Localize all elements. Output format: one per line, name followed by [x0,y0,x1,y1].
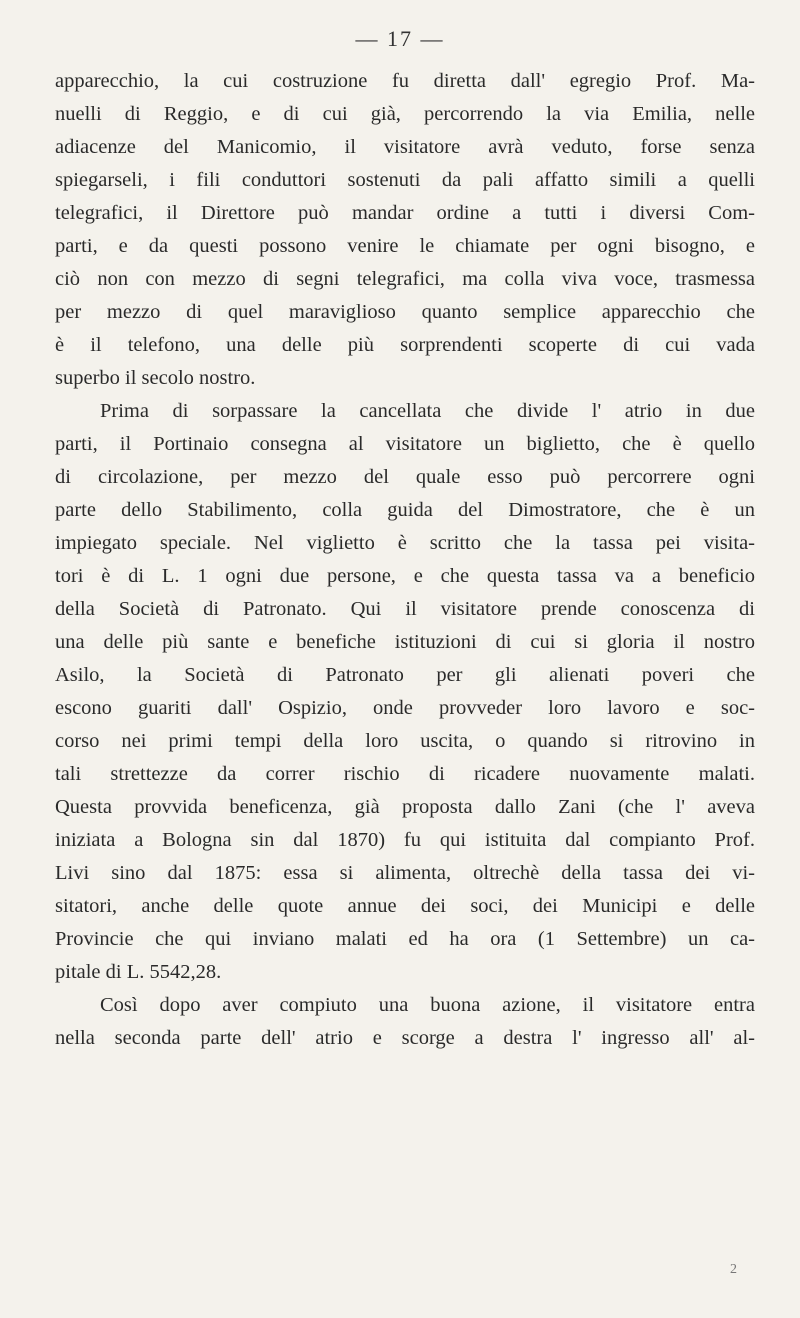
text-line: di circolazione, per mezzo del quale esso può percorrere ogni [55,466,755,488]
text-line: spiegarseli, i fili conduttori sostenuti da pali affatto simili a quelli [55,169,755,191]
text-line: Asilo, la Società di Patronato per gli alienati poveri che [55,664,755,686]
body-text [55,65,755,1055]
text-line: corso nei primi tempi della loro uscita, o quando si ritrovino in [55,730,755,752]
text-line: parte dello Stabilimento, colla guida del Dimostratore, che è un [55,499,755,521]
text-line: Provincie che qui inviano malati ed ha ora (1 Settembre) un ca- [55,928,755,950]
text-line: pitale di L. 5542,28. [55,961,222,983]
text-line: nuelli di Reggio, e di cui già, percorrendo la via Emilia, nelle [55,103,755,125]
text-line: escono guariti dall' Ospizio, onde provveder loro lavoro e soc- [55,697,755,719]
text-line: Livi sino dal 1875: essa si alimenta, oltrechè della tassa dei vi- [55,862,755,884]
text-line: impiegato speciale. Nel viglietto è scritto che la tassa pei visita- [55,532,755,554]
text-line: iniziata a Bologna sin dal 1870) fu qui istituita dal compianto Prof. [55,829,755,851]
paragraph-start-line: Prima di sorpassare la cancellata che divide l' atrio in due [100,400,755,422]
paragraph-start-line: Così dopo aver compiuto una buona azione, il visitatore entra [100,994,755,1016]
text-line: parti, il Portinaio consegna al visitatore un biglietto, che è quello [55,433,755,455]
text-line: adiacenze del Manicomio, il visitatore avrà veduto, forse senza [55,136,755,158]
text-line: sitatori, anche delle quote annue dei soci, dei Municipi e delle [55,895,755,917]
text-line: ciò non con mezzo di segni telegrafici, ma colla viva voce, trasmessa [55,268,755,290]
text-line: della Società di Patronato. Qui il visitatore prende conoscenza di [55,598,755,620]
text-line: per mezzo di quel maraviglioso quanto semplice apparecchio che [55,301,755,323]
text-line: apparecchio, la cui costruzione fu diretta dall' egregio Prof. Ma- [55,70,755,92]
text-line: nella seconda parte dell' atrio e scorge a destra l' ingresso all' al- [55,1027,755,1049]
text-line: superbo il secolo nostro. [55,367,256,389]
text-line: è il telefono, una delle più sorprendenti scoperte di cui vada [55,334,755,356]
signature-mark: 2 [730,1262,737,1277]
text-line: tali strettezze da correr rischio di ricadere nuovamente malati. [55,763,755,785]
text-line: Questa provvida beneficenza, già proposta dallo Zani (che l' aveva [55,796,755,818]
text-line: tori è di L. 1 ogni due persone, e che questa tassa va a beneficio [55,565,755,587]
text-line: telegrafici, il Direttore può mandar ordine a tutti i diversi Com- [55,202,755,224]
text-line: parti, e da questi possono venire le chiamate per ogni bisogno, e [55,235,755,257]
text-line: una delle più sante e benefiche istituzioni di cui si gloria il nostro [55,631,755,653]
page-number-header: — 17 — [355,26,445,51]
